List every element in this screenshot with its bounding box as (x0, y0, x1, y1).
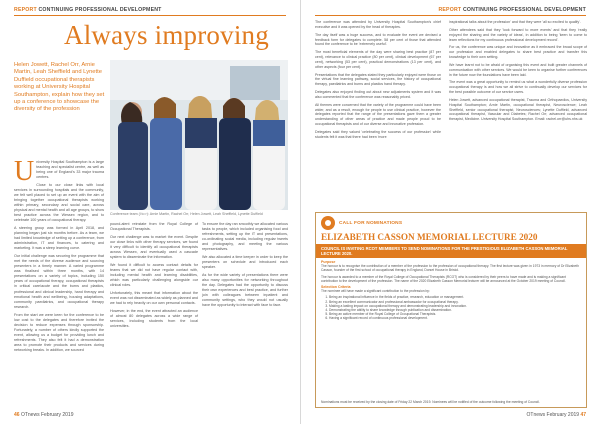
running-head-title: CONTINUING PROFESSIONAL DEVELOPMENT (38, 7, 162, 13)
paragraph: For us, the conference was unique and innovative as it embraced the broad scope of our profession and enabled delegates to share best practice and transfer this knowledge to their own setting. (449, 45, 587, 60)
team-photo (110, 60, 288, 210)
criteria-item: 5. Being an active member of the Royal College of Occupational Therapists. (329, 312, 581, 316)
criteria-item: 4. Demonstrating the ability to share knowledge through publication and dissemination. (329, 308, 581, 312)
cfp-title: ELIZABETH CASSON MEMORIAL LECTURE 2020 (321, 232, 538, 242)
paragraph: Presentations that the delegates stated they particularly enjoyed were those on the virtual fine learning pathway, social services, the history of occupational therapy, paediatrics and burns and plastics hand therapy. (315, 72, 441, 87)
paragraph: The day itself was a huge success, and to evaluate the event we devised a feedback form for delegates to complete. 58 per cent of those that attended found the conference to be 'extremely useful'. (315, 32, 441, 47)
running-head (438, 7, 586, 13)
call-for-nominations-box (315, 212, 587, 408)
page-number: 46 (14, 412, 20, 418)
running-head (14, 7, 162, 13)
paragraph: A steering group was formed in April 2018, and planning began just six months before. As a team, we had limited knowledge of setting up a conference, from administration, IT and finances, to catering and marketing. It was a steep learning curve. (14, 226, 104, 251)
paragraph: The most beneficial elements of the day were sharing best practice (87 per cent), relevance to clinical practice (80 per cent), clinical development (67 per cent), networking (53 per cent), practical demonstrations (13 per cent), and other aspects (four per cent). (315, 50, 441, 69)
cfp-body (316, 260, 586, 321)
paragraph: Close to our close links with local services in surrounding hospitals and the community, we felt well placed to set up an event with the aim of bringing together occupational therapists working within primary, secondary and social care, across physical and mental health and all age groups, to show best practice across the Wessex region, and to celebrate 100 years of occupational therapy. (14, 182, 104, 223)
left-column-2 (110, 222, 198, 410)
paragraph: Unfortunately, this meant that information about the event was not disseminated as widely as planned and we had to rely heavily on our own personal contacts. (110, 290, 198, 306)
paragraph: The conference was attended by University Hospital Southampton's chief executive and it was opened by the head of therapies. (315, 20, 441, 29)
paragraph: All themes were concerned that the variety of the programme could have been wider, and as a result, enough for people to use clinical practice, however the delegates reported that the range of the presentations gave them a greater understanding of other areas of practice and made people proud to be occupational therapists and of our diverse and innovative profession. (315, 102, 441, 127)
purpose-text: The honour is to recognise the contribution of a member of the profession to the profession of occupational therapy. The first lecture was given in 1973 in memory of Dr Elizabeth Casson, founder of the first school of occupational therapy in England, Dorset House in Bristol. (321, 264, 579, 273)
cfp-footer: Nominations must be received by the closing date of Friday 22 March 2019. Nominees will be notified of the outcome following the meeting of Council. (321, 399, 540, 404)
paragraph: From the start we were keen for the conference to be low cost to the delegates and therefore invited the decision to reduce expenses through sponsorship. Fortunately, a number of others kindly supported the event, allowing us a budget for providing lunch and refreshments. They also felt it had a demonstration area to promote their products and services during networking breaks. In addition, we sourced (14, 312, 104, 352)
paragraph: Our initial challenge was securing the programme that met the needs of the diverse audience and sourcing presenters in a timely manner. A varied programme was finalised within three months, with 14 presentations on a variety of topics, including 150 years of occupational therapy, occupational therapists in critical care/acute and the burns and plastics, professional and clinical leadership, hand therapy and emotional health and wellbeing, housing adaptations, community paediatrics, and occupational therapy research. (14, 254, 104, 309)
running-head-prefix: REPORT (14, 7, 37, 13)
page-number: 47 (580, 412, 586, 418)
criteria-item: 1. Being an inspirational influence in the fields of practice, research, education or management. (329, 295, 581, 299)
paragraph: The event was a great opportunity to remind us what a wonderfully diverse profession occupational therapy is and how we all strive to continually develop our services for the best possible outcome of our service users. (449, 80, 587, 95)
left-column-3 (202, 222, 288, 410)
criteria-list (321, 295, 581, 320)
author-bio: Helen Jowett, advanced occupational therapist, Trauma and Orthopaedics, University Hospital Southampton; Arnie Martin, occupational therapist, Neuroscience; Leah Sheffield, senior occupational therapist, Neurosciences; Lynette Duffield, advanced occupational therapist, Vascular and Diabetes; Rachel Orr, advanced occupational therapist, Medicine. University Hospital Southampton. Email: rachel.orr@uhs.nhs.uk (449, 97, 587, 122)
paragraph: As for the wide variety of presentations there were also many opportunities for networking throughout the day. Delegates had the opportunity to discuss their own experiences and best practice, and further join with colleagues between inpatient and community settings, who they would not usually have the opportunity to interact with face to face. (202, 273, 288, 308)
paragraph: inspirational talks about the profession' and that they were 'all so excited to qualify'. (449, 20, 581, 24)
rcot-logo-icon (321, 216, 335, 230)
purpose-text-2: The honour is awarded to a member of the Royal College of Occupational Therapists (RCOT) who is considered by their peers to have made and is making a significant contribution to the development of the profession. The name of the 2020 Elizabeth Casson Memorial lecturer will be announced at the October 2019 meeting of Council. (321, 274, 566, 283)
folio (14, 412, 73, 418)
left-column-1 (14, 156, 104, 410)
criteria-heading: Selection Criteria (321, 285, 351, 290)
paragraph: Our next challenge was to market the event. Despite our close links with other therapy services, we found it very difficult to identify all occupational therapists across Wessex, and eventually used a cascade system to disseminate the information. (110, 234, 198, 260)
drop-cap: U (14, 156, 35, 187)
paragraph: Delegates also enjoyed finding out about new adjustments system and it was also commented that the conference was reasonably priced. (315, 90, 441, 99)
running-head-prefix: REPORT (438, 7, 462, 13)
criteria-intro: The nominee will have made a significant contribution to the profession by: (321, 289, 430, 294)
team-photo-illustration (110, 60, 288, 210)
header-rule (14, 15, 286, 16)
cfp-tag: CALL FOR NOMINATIONS (339, 220, 403, 226)
cfp-subtitle: COUNCIL IS INVITING RCOT MEMBERS TO SEND NOMINATIONS FOR THE PRESTIGIOUS ELIZABETH CASSON MEMORIAL LECTURE 2020. (316, 244, 586, 258)
standfirst: Helen Jowett, Rachel Orr, Arnie Martin, Leah Sheffield and Lynette Duffield occupational therapists working at University Hospital Southampton, explain how they set up a conference to showcase the diversity of the profession (14, 62, 105, 113)
paragraph: To ensure the day ran smoothly we allocated various tasks to people, which included organising food and refreshments, setting up the IT and presentations, co-ordinating social media, including regular tweets and photography, and meeting the various representatives. (202, 222, 288, 252)
folio-label: OTnews February 2019 (526, 412, 580, 418)
purpose-heading: Purpose (321, 260, 336, 264)
header-rule (315, 15, 586, 16)
article-title: Always improving (64, 20, 269, 50)
folio (527, 412, 586, 418)
right-page (300, 0, 600, 424)
paragraph: We have learnt not to be afraid of organising this event and built greater channels of communication with other services. We would be keen to organise further conferences in the future now the foundations have been laid. (449, 62, 587, 77)
right-column-2 (449, 20, 587, 208)
running-head-title: CONTINUING PROFESSIONAL DEVELOPMENT (462, 7, 586, 13)
folio-label: OTnews February 2019 (20, 412, 74, 418)
paragraph: University Hospital Southampton is a large teaching and specialist centre, as well as being one of England's 33 major trauma centres. (14, 156, 104, 187)
criteria-item: 3. Making a lasting impact on occupational therapy and demonstrating leadership and innovation. (329, 304, 581, 308)
paragraph: pound-alent reinstate from the Royal College of Occupational Therapists. (110, 222, 198, 232)
paragraph: Delegates said they valued 'celebrating the success of our profession' while students felt it was that there had been 'more (315, 130, 441, 139)
paragraph: We found it difficult to access contact details for teams that we did not have regular contact with, including mental health and learning disabilities, which was particularly challenging alongside our clinical roles. (110, 262, 198, 288)
right-column-1 (315, 20, 441, 208)
cfp-header (316, 213, 586, 232)
photo-caption: Conference team (l to r): Arnie Martin, Rachel Orr, Helen Jowett, Leah Sheffield, Lynette Duffield (110, 212, 263, 216)
criteria-item: 6. Having a significant record of continuous professional development. (329, 316, 581, 320)
paragraph: We also allocated a time keeper in order to keep the presenters on schedule and introduced each speaker. (202, 255, 288, 270)
paragraph: Other attendees said that they 'look forward to more events' and that they 'really enjoyed the sharing and the variety of ideas', in addition to being 'keen to come to learn reflections for my continuous professional development record'. (449, 27, 587, 42)
criteria-item: 2. Being an excellent communicator and professional ambassador for occupational therapy. (329, 300, 581, 304)
paragraph: However, in the end, the event attracted an audience of almost 80 delegates across a wide range of services, including students from the local universities. (110, 308, 198, 329)
